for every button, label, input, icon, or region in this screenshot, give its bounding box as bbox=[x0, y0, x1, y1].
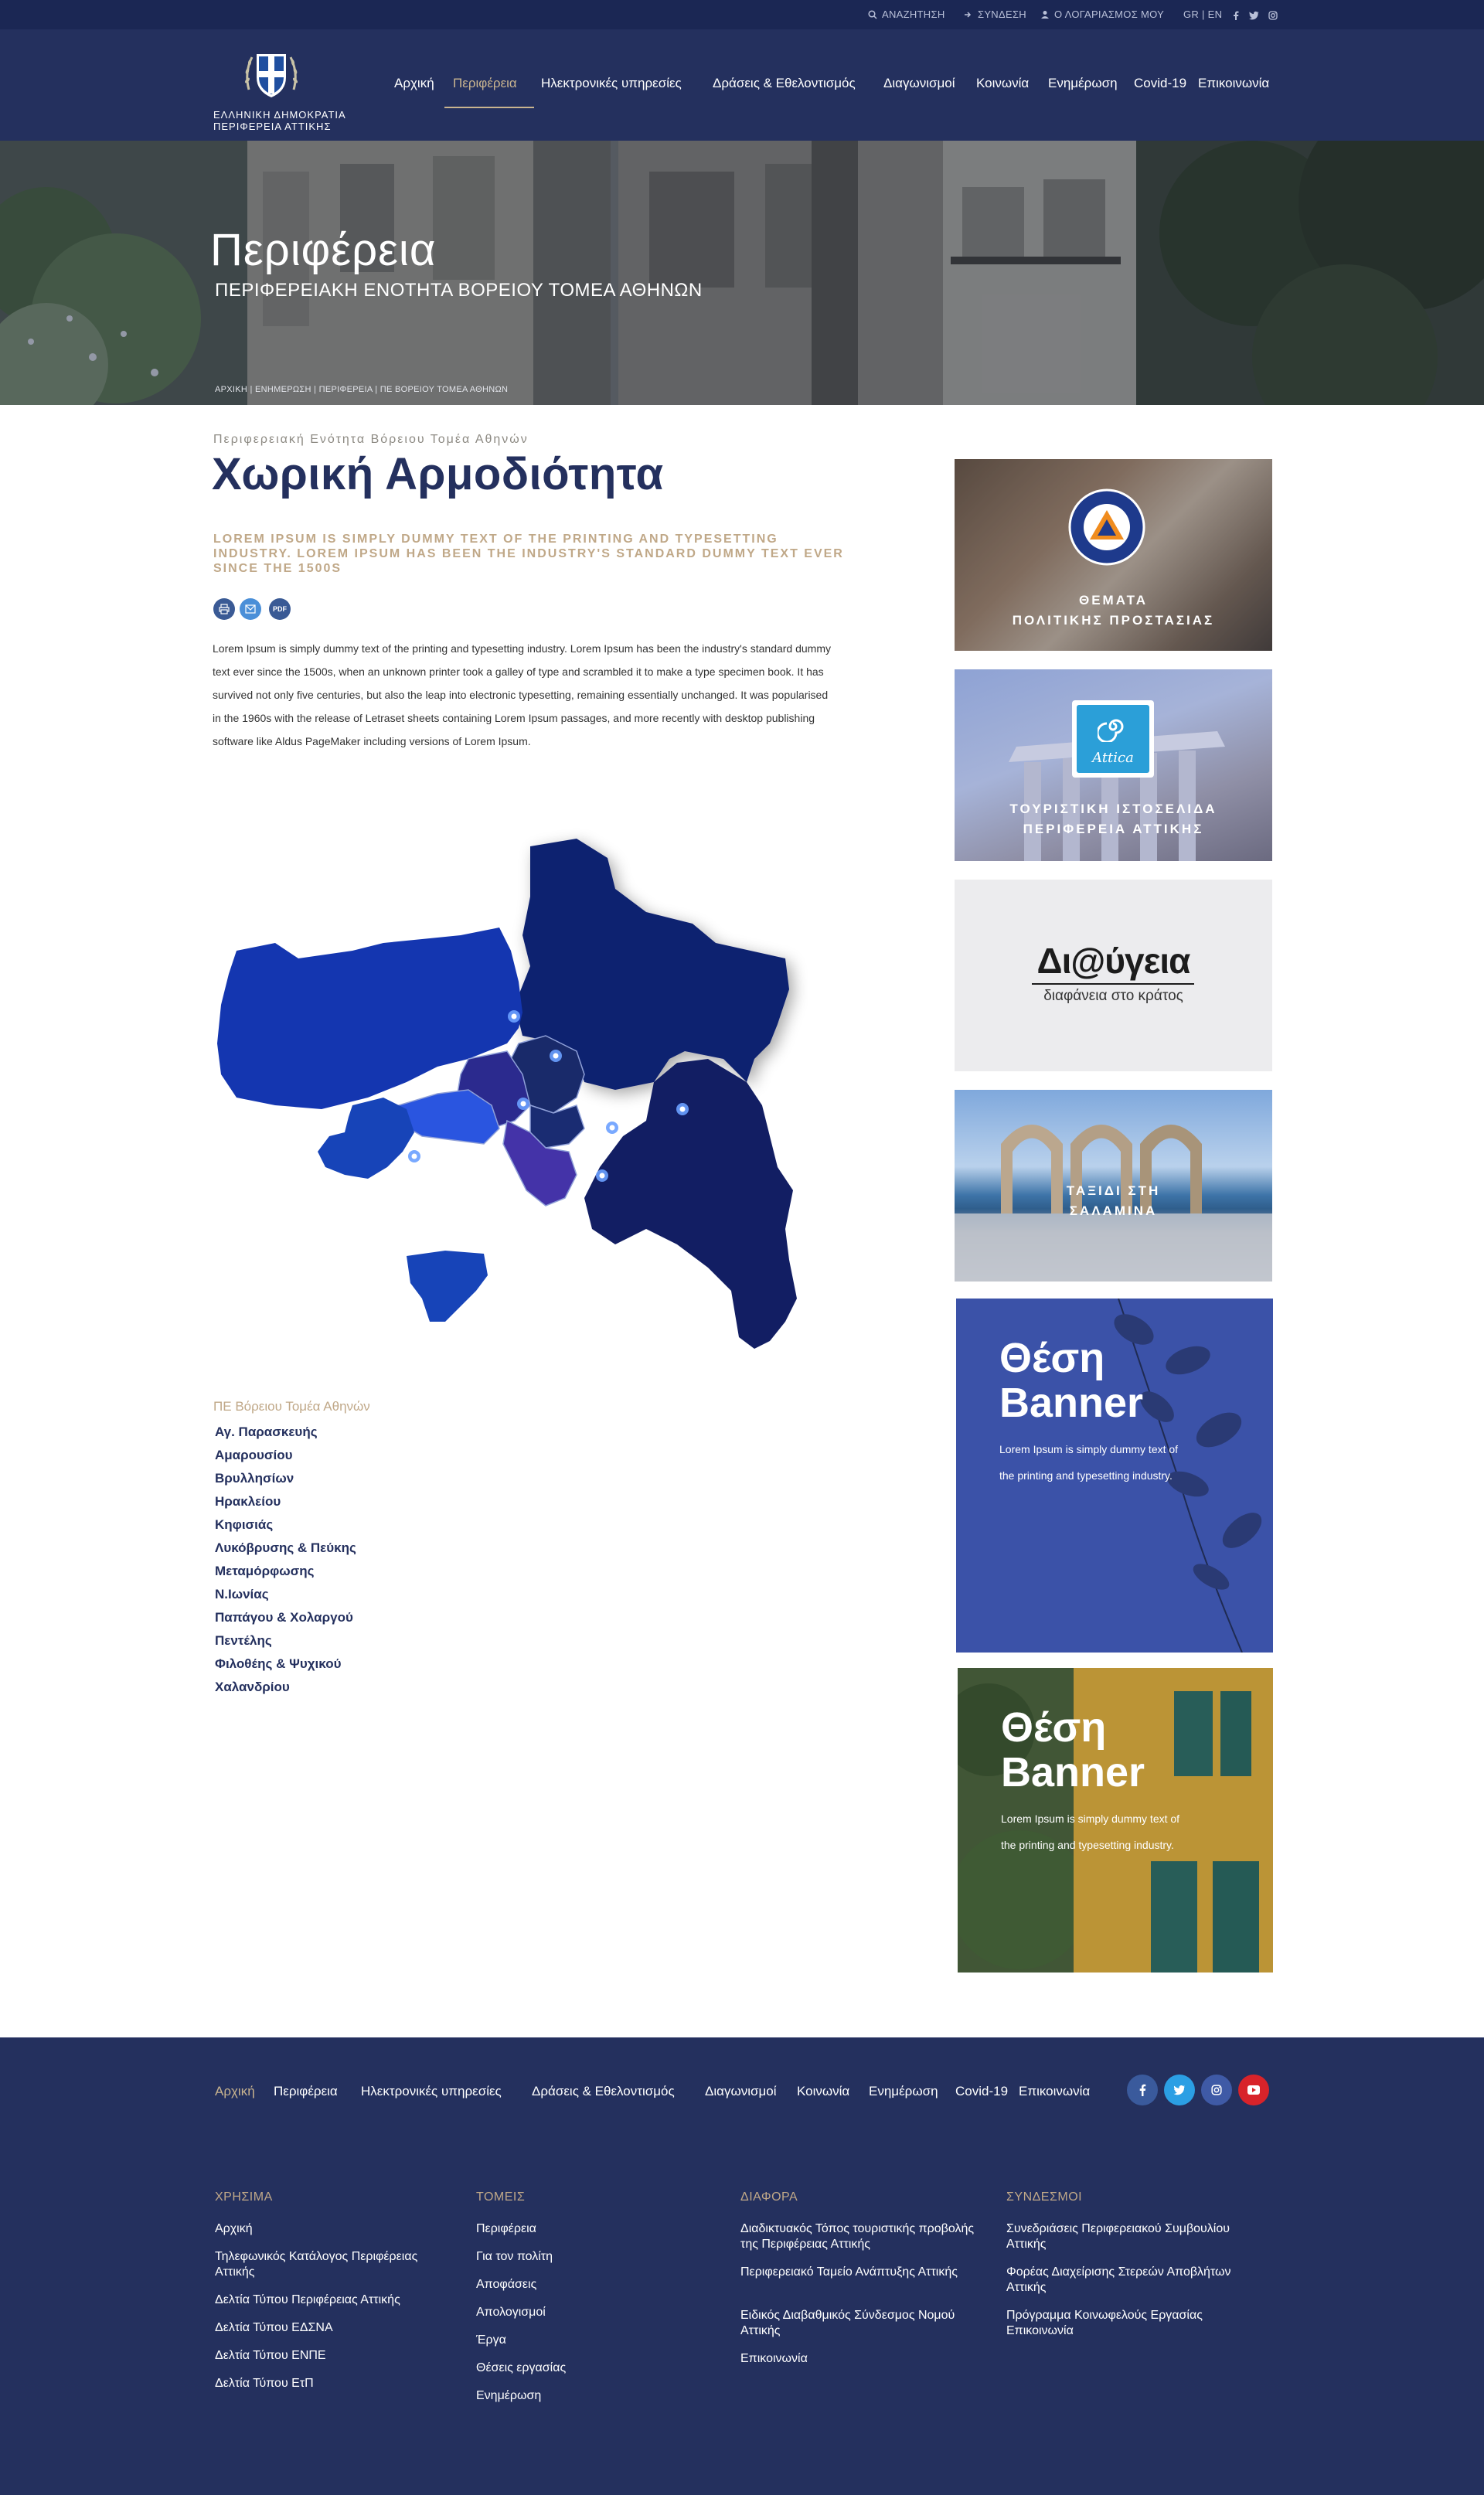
section-kicker: Περιφερειακή Ενότητα Βόρειου Τομέα Αθηνών bbox=[213, 433, 529, 446]
banner-slot-1[interactable] bbox=[956, 1299, 1273, 1653]
district-link[interactable]: Ηρακλείου bbox=[215, 1494, 281, 1509]
instagram-icon bbox=[1211, 2085, 1222, 2095]
district-link[interactable]: Ν.Ιωνίας bbox=[215, 1587, 269, 1601]
lang-gr[interactable]: GR bbox=[1183, 9, 1200, 20]
tourism-line1: ΤΟΥΡΙΣΤΙΚΗ ΙΣΤΟΣΕΛΙΔΑ bbox=[1009, 802, 1217, 816]
salamina-line2: ΣΑΛΑΜΙΝΑ bbox=[1069, 1203, 1158, 1218]
account-link[interactable] bbox=[1040, 9, 1164, 20]
twitter-icon[interactable] bbox=[1249, 11, 1259, 20]
nav-news[interactable]: Ενημέρωση bbox=[1048, 76, 1118, 90]
user-icon bbox=[1040, 10, 1050, 19]
footer-link[interactable]: Θέσεις εργασίας bbox=[476, 2361, 567, 2374]
hero-subtitle: ΠΕΡΙΦΕΡΕΙΑΚΗ ΕΝΟΤΗΤΑ ΒΟΡΕΙΟΥ ΤΟΜΕΑ ΑΘΗΝΩΝ bbox=[215, 280, 703, 301]
district-link[interactable]: Βρυλλησίων bbox=[215, 1471, 294, 1486]
search-label: ΑΝΑΖΗΤΗΣΗ bbox=[882, 9, 945, 20]
footer-twitter-button[interactable] bbox=[1164, 2075, 1195, 2105]
nav-region[interactable]: Περιφέρεια bbox=[453, 76, 517, 90]
youtube-icon bbox=[1247, 2085, 1260, 2095]
salamina-travel-banner[interactable] bbox=[955, 1090, 1272, 1282]
breadcrumb[interactable]: ΑΡΧΙΚΗ | ΕΝΗΜΕΡΩΣΗ | ΠΕΡΙΦΕΡΕΙΑ | ΠΕ ΒΟΡΕΙΟΥ ΤΟΜΕΑ ΑΘΗΝΩΝ bbox=[215, 385, 509, 394]
footer-link[interactable]: Περιφερειακό Ταμείο Ανάπτυξης Αττικής bbox=[740, 2265, 958, 2279]
map-marker[interactable] bbox=[508, 1010, 520, 1023]
nav-tenders[interactable]: Διαγωνισμοί bbox=[883, 76, 955, 90]
civil-protection-emblem-icon bbox=[1068, 488, 1145, 566]
hero-banner bbox=[0, 141, 1484, 405]
lead-text: LOREM IPSUM IS SIMPLY DUMMY TEXT OF THE PRINTING AND TYPESETTING INDUSTRY. LOREM IPSUM HAS BEEN THE INDUSTRY'S STANDARD DUMMY TEXT EVER SINCE THE 1500S bbox=[213, 533, 844, 575]
print-icon bbox=[219, 604, 230, 614]
footer-nav-tenders[interactable]: Διαγωνισμοί bbox=[705, 2084, 777, 2098]
greek-coat-of-arms-logo[interactable] bbox=[241, 43, 301, 104]
district-link[interactable]: Φιλοθέης & Ψυχικού bbox=[215, 1656, 342, 1671]
diavgeia-logo: Δι@ύγεια bbox=[1036, 941, 1190, 981]
footer-col-sectors-heading: ΤΟΜΕΙΣ bbox=[476, 2190, 526, 2204]
footer-link[interactable]: Δελτία Τύπου ΕΝΠΕ bbox=[215, 2349, 326, 2362]
footer-link[interactable]: Συνεδριάσεις Περιφερειακού Συμβουλίου Αττικής bbox=[1006, 2222, 1230, 2251]
footer-link[interactable]: Πρόγραμμα Κοινωφελούς Εργασίας Επικοινωνία bbox=[1006, 2309, 1203, 2337]
diavgeia-tagline: διαφάνεια στο κράτος bbox=[1043, 988, 1183, 1004]
diavgeia-divider bbox=[1032, 983, 1194, 985]
nav-actions-volunteering[interactable]: Δράσεις & Εθελοντισμός bbox=[713, 76, 856, 90]
pdf-button[interactable]: PDF bbox=[269, 598, 291, 620]
logo-line-1: ΕΛΛΗΝΙΚΗ ΔΗΜΟΚΡΑΤΙΑ bbox=[213, 109, 346, 121]
page-title: Χωρική Αρμοδιότητα bbox=[212, 449, 664, 499]
attica-logo bbox=[1072, 700, 1154, 778]
map-marker[interactable] bbox=[606, 1122, 618, 1134]
footer-link[interactable]: Ενημέρωση bbox=[476, 2389, 542, 2402]
district-link[interactable]: Αμαρουσίου bbox=[215, 1448, 293, 1462]
footer-instagram-button[interactable] bbox=[1201, 2075, 1232, 2105]
district-link[interactable]: Κηφισιάς bbox=[215, 1517, 274, 1532]
footer-nav-covid19[interactable]: Covid-19 bbox=[955, 2084, 1009, 2098]
banner2-title-line1: Θέση bbox=[1001, 1704, 1107, 1751]
map-region-east-attica-south[interactable] bbox=[584, 1059, 797, 1349]
attica-map[interactable] bbox=[213, 827, 808, 1368]
footer-nav-home[interactable]: Αρχική bbox=[215, 2084, 255, 2098]
district-link[interactable]: Μεταμόρφωσης bbox=[215, 1564, 315, 1578]
banner2-text: Lorem Ipsum is simply dummy text of the printing and typesetting industry. bbox=[1001, 1813, 1180, 1851]
body-text: Lorem Ipsum is simply dummy text of the printing and typesetting industry. Lorem Ipsum has been the industry's standard dummy text ever since the 1500s, when an unknown printer took a galley of type and scrambled it to make a type specimen book. It has survived not only five centuries, but also the leap into electronic typesetting, remaining essentially unchanged. It was popularised in the 1960s with the release of Letraset sheets containing Lorem Ipsum passages, and more recently with desktop publishing software like Aldus PageMaker including versions of Lorem Ipsum. bbox=[213, 642, 832, 747]
diavgeia-banner[interactable] bbox=[955, 880, 1272, 1071]
footer-nav-actions-volunteering[interactable]: Δράσεις & Εθελοντισμός bbox=[532, 2084, 675, 2098]
login-label: ΣΥΝΔΕΣΗ bbox=[978, 9, 1026, 20]
map-marker[interactable] bbox=[676, 1103, 689, 1115]
tourism-line2: ΠΕΡΙΦΕΡΕΙΑ ΑΤΤΙΚΗΣ bbox=[1023, 822, 1204, 836]
email-icon bbox=[245, 604, 256, 614]
nav-home[interactable]: Αρχική bbox=[394, 76, 434, 90]
banner1-title-line2: Banner bbox=[999, 1380, 1144, 1426]
facebook-icon bbox=[1139, 2084, 1146, 2096]
footer-link[interactable]: Δελτία Τύπου Περιφέρειας Αττικής bbox=[215, 2293, 400, 2306]
nav-contact[interactable]: Επικοινωνία bbox=[1198, 76, 1270, 90]
top-utility-bar bbox=[0, 0, 1484, 29]
nav-society[interactable]: Κοινωνία bbox=[976, 76, 1030, 90]
active-nav-indicator bbox=[444, 107, 534, 108]
tourism-website-banner[interactable] bbox=[955, 669, 1272, 861]
footer-link[interactable]: Δελτία Τύπου ΕΔΣΝΑ bbox=[215, 2321, 333, 2334]
instagram-icon[interactable] bbox=[1268, 11, 1278, 20]
footer-link[interactable]: Φορέας Διαχείρισης Στερεών Αποβλήτων Αττικής bbox=[1006, 2265, 1231, 2294]
spiral-icon bbox=[1098, 711, 1128, 742]
twitter-icon bbox=[1173, 2085, 1186, 2095]
district-link[interactable]: Πεντέλης bbox=[215, 1633, 272, 1648]
map-marker[interactable] bbox=[550, 1050, 562, 1062]
account-label: Ο ΛΟΓΑΡΙΑΣΜΟΣ ΜΟΥ bbox=[1054, 9, 1165, 20]
login-icon bbox=[964, 10, 973, 19]
map-marker[interactable] bbox=[596, 1169, 608, 1182]
footer-nav-society[interactable]: Κοινωνία bbox=[797, 2084, 850, 2098]
district-list-heading: ΠΕ Βόρειου Τομέα Αθηνών bbox=[213, 1399, 370, 1414]
topbar-social bbox=[1232, 9, 1282, 21]
map-region-islands[interactable] bbox=[407, 1251, 488, 1322]
logo-line-2: ΠΕΡΙΦΕΡΕΙΑ ΑΤΤΙΚΗΣ bbox=[213, 121, 332, 132]
map-marker[interactable] bbox=[408, 1150, 420, 1162]
nav-covid19[interactable]: Covid-19 bbox=[1134, 76, 1187, 90]
banner1-text: Lorem Ipsum is simply dummy text of the printing and typesetting industry. bbox=[999, 1443, 1179, 1482]
main-header bbox=[0, 29, 1484, 141]
civil-protection-banner[interactable] bbox=[955, 459, 1272, 651]
district-link[interactable]: Λυκόβρυσης & Πεύκης bbox=[215, 1540, 356, 1555]
footer-col-links-heading: ΣΥΝΔΕΣΜΟΙ bbox=[1006, 2190, 1083, 2204]
footer-youtube-button[interactable] bbox=[1238, 2075, 1269, 2105]
lang-separator: | bbox=[1202, 9, 1205, 20]
search-link[interactable] bbox=[868, 9, 945, 20]
footer-nav-region[interactable]: Περιφέρεια bbox=[274, 2084, 338, 2098]
footer-link[interactable]: Τηλεφωνικός Κατάλογος Περιφέρειας Αττικής bbox=[215, 2250, 418, 2279]
map-marker[interactable] bbox=[517, 1098, 529, 1110]
footer-link[interactable]: Διαδικτυακός Τόπος τουριστικής προβολής της Περιφέρειας Αττικής bbox=[740, 2222, 975, 2251]
footer-link[interactable]: Περιφέρεια bbox=[476, 2222, 536, 2235]
login-link[interactable] bbox=[964, 9, 1026, 20]
attica-logo-text: Attica bbox=[1092, 750, 1134, 766]
site-footer bbox=[0, 2037, 1484, 2495]
salamina-line1: ΤΑΞΙΔΙ ΣΤΗ bbox=[1066, 1183, 1161, 1198]
lang-en[interactable]: EN bbox=[1207, 9, 1223, 20]
footer-link[interactable]: Αρχική bbox=[215, 2222, 253, 2235]
footer-facebook-button[interactable] bbox=[1127, 2075, 1158, 2105]
map-region-salamina[interactable] bbox=[318, 1098, 414, 1179]
search-icon bbox=[868, 10, 877, 19]
banner1-title-line1: Θέση bbox=[999, 1335, 1105, 1381]
language-switcher bbox=[1183, 9, 1222, 20]
print-button[interactable] bbox=[213, 598, 235, 620]
banner-slot-2[interactable] bbox=[958, 1668, 1273, 1973]
footer-link[interactable]: Απολογισμοί bbox=[476, 2306, 546, 2319]
district-link[interactable]: Χαλανδρίου bbox=[215, 1680, 290, 1694]
footer-link[interactable]: Επικοινωνία bbox=[740, 2352, 808, 2365]
footer-nav-contact[interactable]: Επικοινωνία bbox=[1019, 2084, 1091, 2098]
email-button[interactable] bbox=[240, 598, 261, 620]
civil-protection-line2: ΠΟΛΙΤΙΚΗΣ ΠΡΟΣΤΑΣΙΑΣ bbox=[1012, 613, 1215, 628]
facebook-icon[interactable] bbox=[1232, 11, 1240, 20]
civil-protection-line1: ΘΕΜΑΤΑ bbox=[1079, 593, 1148, 608]
hero-title: Περιφέρεια bbox=[210, 225, 437, 275]
district-link[interactable]: Παπάγου & Χολαργού bbox=[215, 1610, 353, 1625]
footer-link[interactable]: Για τον πολίτη bbox=[476, 2250, 553, 2263]
footer-link[interactable]: Έργα bbox=[476, 2333, 506, 2347]
banner2-title-line2: Banner bbox=[1001, 1749, 1145, 1796]
footer-col-misc-heading: ΔΙΑΦΟΡΑ bbox=[740, 2190, 798, 2204]
footer-link[interactable]: Αποφάσεις bbox=[476, 2278, 537, 2291]
district-link[interactable]: Αγ. Παρασκευής bbox=[215, 1424, 318, 1439]
footer-link[interactable]: Δελτία Τύπου ΕτΠ bbox=[215, 2377, 314, 2390]
footer-nav-news[interactable]: Ενημέρωση bbox=[869, 2084, 938, 2098]
footer-link[interactable]: Ειδικός Διαβαθμικός Σύνδεσμος Νομού Αττικής bbox=[740, 2309, 955, 2337]
footer-nav-e-services[interactable]: Ηλεκτρονικές υπηρεσίες bbox=[361, 2084, 502, 2098]
footer-col-useful-heading: ΧΡΗΣΙΜΑ bbox=[215, 2190, 273, 2204]
nav-e-services[interactable]: Ηλεκτρονικές υπηρεσίες bbox=[541, 76, 682, 90]
